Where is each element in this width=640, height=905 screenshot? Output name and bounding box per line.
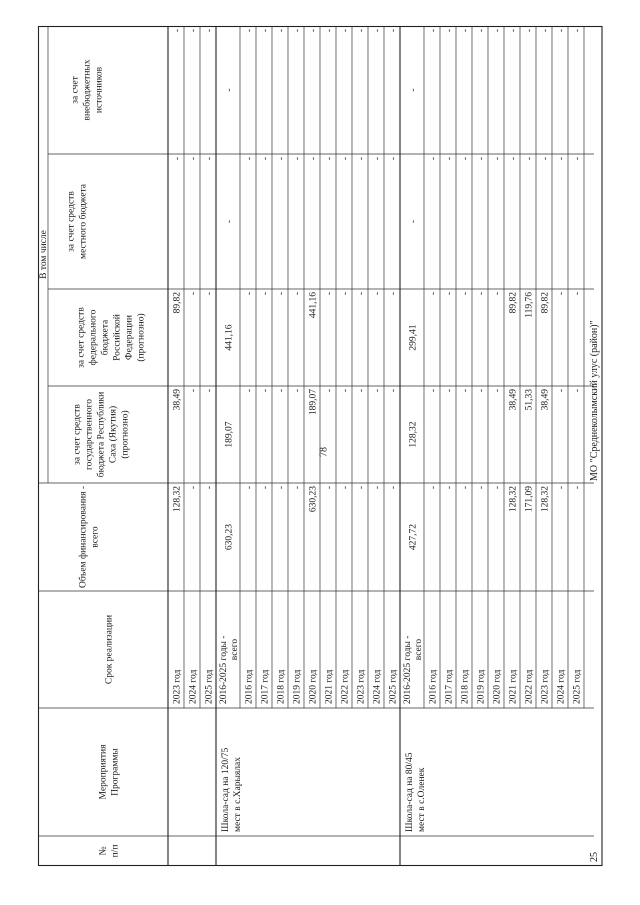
header-local: местного бюджета xyxy=(78,184,89,259)
row-local: - xyxy=(260,157,271,161)
row-total: - xyxy=(476,486,487,490)
row-federal: - xyxy=(292,292,303,296)
row-extra: - xyxy=(388,29,399,33)
row-republic: - xyxy=(292,389,303,393)
row-republic: - xyxy=(356,389,367,393)
row-republic: - xyxy=(244,389,255,393)
header-republic: государственного xyxy=(84,398,95,471)
row-federal: - xyxy=(340,292,351,296)
row-term: 2020 год xyxy=(308,669,319,704)
row-republic: - xyxy=(428,389,439,393)
row-local: - xyxy=(428,157,439,161)
row-local: - xyxy=(524,157,535,161)
row-republic: - xyxy=(276,389,287,393)
section-number: 25 xyxy=(589,852,600,862)
row-republic: 128,32 xyxy=(408,421,419,448)
row-extra: - xyxy=(556,29,567,33)
row-term: 2018 год xyxy=(460,669,471,704)
header-num: п/п xyxy=(110,844,121,858)
row-republic: - xyxy=(388,389,399,393)
row-term: 2016-2025 годы - xyxy=(219,635,229,704)
row-local: - xyxy=(476,157,487,161)
row-extra: - xyxy=(524,29,535,33)
row-republic: - xyxy=(572,389,583,393)
row-total: - xyxy=(260,486,271,490)
row-extra: - xyxy=(356,29,367,33)
header-federal: федерального xyxy=(88,309,99,366)
row-total: - xyxy=(556,486,567,490)
row-extra: - xyxy=(572,29,583,33)
row-total: - xyxy=(388,486,399,490)
row-federal: 441,16 xyxy=(224,324,235,351)
row-term: 2019 год xyxy=(476,669,487,704)
row-total: - xyxy=(460,486,471,490)
row-local: - xyxy=(508,157,519,161)
row-federal: - xyxy=(372,292,383,296)
row-term: 2020 год xyxy=(492,669,503,704)
header-extra: источников xyxy=(94,66,105,114)
row-term: 2024 год xyxy=(372,669,383,704)
row-federal: 89,82 xyxy=(172,292,183,314)
row-term: 2024 год xyxy=(188,669,199,704)
row-federal: - xyxy=(444,292,455,296)
row-local: - xyxy=(540,157,551,161)
row-total: 128,32 xyxy=(172,486,183,513)
row-extra: - xyxy=(372,29,383,33)
row-local: - xyxy=(572,157,583,161)
row-republic: - xyxy=(260,389,271,393)
header-republic: Саха (Якутия) xyxy=(108,405,119,464)
row-republic: - xyxy=(324,389,335,393)
row-republic: - xyxy=(444,389,455,393)
row-republic: - xyxy=(476,389,487,393)
row-republic: 189,07 xyxy=(224,421,235,448)
row-federal: - xyxy=(460,292,471,296)
row-extra: - xyxy=(540,29,551,33)
row-local: - xyxy=(356,157,367,161)
row-term: 2019 год xyxy=(292,669,303,704)
row-republic: 51,33 xyxy=(524,389,535,411)
header-federal: (прогнозно) xyxy=(136,313,147,362)
row-extra: - xyxy=(260,29,271,33)
row-total: 630,23 xyxy=(308,486,319,513)
row-local: - xyxy=(172,157,183,161)
row-federal: - xyxy=(556,292,567,296)
row-extra: - xyxy=(204,29,215,33)
row-local: - xyxy=(408,219,419,224)
row-local: - xyxy=(372,157,383,161)
row-federal: 299,41 xyxy=(408,324,419,351)
row-total: 427,72 xyxy=(408,523,419,551)
row-term: 2025 год xyxy=(388,669,399,704)
row-republic: 38,49 xyxy=(172,389,183,411)
row-term: 2022 год xyxy=(524,669,535,704)
row-term: 2022 год xyxy=(340,669,351,704)
row-local: - xyxy=(340,157,351,161)
financing-table-grid xyxy=(38,26,600,866)
row-total: - xyxy=(276,486,287,490)
row-total: - xyxy=(340,486,351,490)
row-total: - xyxy=(444,486,455,490)
event-name: мест в с.Оленек xyxy=(417,767,427,832)
row-local: - xyxy=(308,157,319,161)
row-term: 2021 год xyxy=(324,669,335,704)
row-term: 2023 год xyxy=(356,669,367,704)
row-local: - xyxy=(224,219,235,224)
header-num: № xyxy=(98,846,109,856)
row-local: - xyxy=(460,157,471,161)
row-total: 171,09 xyxy=(524,486,535,513)
row-local: - xyxy=(388,157,399,161)
row-extra: - xyxy=(476,29,487,33)
event-name: мест в с.Харыялах xyxy=(233,757,243,832)
row-term: 2025 год xyxy=(572,669,583,704)
row-term: 2021 год xyxy=(508,669,519,704)
row-republic: - xyxy=(340,389,351,393)
header-extra: за счет xyxy=(70,76,81,104)
row-republic: 38,49 xyxy=(508,389,519,411)
row-republic: - xyxy=(460,389,471,393)
section-title: МО "Среднеколымский улус (район)" xyxy=(589,320,600,481)
row-total: - xyxy=(188,486,199,490)
row-extra: - xyxy=(292,29,303,33)
row-federal: - xyxy=(276,292,287,296)
event-name: Школа-сад на 80/45 xyxy=(405,752,415,832)
header-federal: Российской xyxy=(112,314,123,361)
row-total: 128,32 xyxy=(508,486,519,513)
row-total: 128,32 xyxy=(540,486,551,513)
row-republic: - xyxy=(492,389,503,393)
row-federal: - xyxy=(204,292,215,296)
header-extra: внебюджетных xyxy=(82,59,93,121)
header-in-that: В том числе xyxy=(39,230,49,279)
row-extra: - xyxy=(408,88,419,92)
row-term: 2016 год xyxy=(244,669,255,704)
row-local: - xyxy=(188,157,199,161)
row-total: - xyxy=(572,486,583,490)
row-extra: - xyxy=(188,29,199,33)
row-term: всего xyxy=(230,638,240,661)
row-extra: - xyxy=(172,29,183,33)
page-number: 78 xyxy=(318,447,330,457)
row-extra: - xyxy=(324,29,335,33)
row-local: - xyxy=(276,157,287,161)
row-federal: - xyxy=(476,292,487,296)
row-extra: - xyxy=(308,29,319,33)
header-term: Срок реализации xyxy=(104,614,115,685)
row-federal: - xyxy=(324,292,335,296)
row-term: 2024 год xyxy=(556,669,567,704)
row-local: - xyxy=(492,157,503,161)
row-total: - xyxy=(204,486,215,490)
header-federal: за счет средств xyxy=(76,307,87,368)
row-federal: - xyxy=(244,292,255,296)
row-total: 630,23 xyxy=(224,523,235,551)
row-federal: 441,16 xyxy=(308,292,319,319)
row-federal: - xyxy=(572,292,583,296)
header-federal: Федерации xyxy=(124,315,135,360)
row-term: всего xyxy=(414,638,424,661)
row-total: - xyxy=(428,486,439,490)
row-local: - xyxy=(324,157,335,161)
row-republic: 38,49 xyxy=(540,389,551,411)
row-term: 2023 год xyxy=(172,669,183,704)
row-local: - xyxy=(292,157,303,161)
header-republic: за счет средств xyxy=(72,404,83,465)
header-republic: бюджета Республики xyxy=(96,391,107,478)
row-extra: - xyxy=(428,29,439,33)
row-federal: 89,82 xyxy=(508,292,519,314)
row-extra: - xyxy=(340,29,351,33)
row-federal: - xyxy=(428,292,439,296)
row-local: - xyxy=(556,157,567,161)
financing-table xyxy=(38,26,600,866)
row-republic: 189,07 xyxy=(308,389,319,416)
header-republic: (прогнозно) xyxy=(120,410,131,459)
row-total: - xyxy=(244,486,255,490)
header-local: за счет средств xyxy=(66,191,77,252)
row-federal: 89,82 xyxy=(540,292,551,314)
row-local: - xyxy=(444,157,455,161)
row-term: 2016 год xyxy=(428,669,439,704)
row-total: - xyxy=(292,486,303,490)
row-federal: 119,76 xyxy=(524,292,535,318)
row-term: 2017 год xyxy=(444,669,455,704)
row-total: - xyxy=(372,486,383,490)
row-term: 2025 год xyxy=(204,669,215,704)
row-republic: - xyxy=(372,389,383,393)
row-extra: - xyxy=(244,29,255,33)
row-republic: - xyxy=(556,389,567,393)
row-extra: - xyxy=(492,29,503,33)
row-extra: - xyxy=(276,29,287,33)
header-event: Мероприятия xyxy=(98,744,109,800)
row-term: 2018 год xyxy=(276,669,287,704)
header-total: всего xyxy=(90,526,101,548)
header-event: Программы xyxy=(110,748,121,796)
row-extra: - xyxy=(444,29,455,33)
row-local: - xyxy=(244,157,255,161)
row-republic: - xyxy=(204,389,215,393)
header-total: Объем финансирования - xyxy=(78,485,89,589)
row-term: 2016-2025 годы - xyxy=(403,635,413,704)
row-term: 2023 год xyxy=(540,669,551,704)
row-local: - xyxy=(204,157,215,161)
row-federal: - xyxy=(188,292,199,296)
row-extra: - xyxy=(224,88,235,92)
row-total: - xyxy=(356,486,367,490)
row-extra: - xyxy=(508,29,519,33)
row-federal: - xyxy=(356,292,367,296)
row-republic: - xyxy=(188,389,199,393)
header-federal: бюджета xyxy=(100,319,111,356)
row-federal: - xyxy=(492,292,503,296)
row-federal: - xyxy=(388,292,399,296)
row-total: - xyxy=(492,486,503,490)
event-name: Школа-сад на 120/75 xyxy=(221,747,231,832)
row-term: 2017 год xyxy=(260,669,271,704)
row-extra: - xyxy=(460,29,471,33)
row-total: - xyxy=(324,486,335,490)
row-federal: - xyxy=(260,292,271,296)
